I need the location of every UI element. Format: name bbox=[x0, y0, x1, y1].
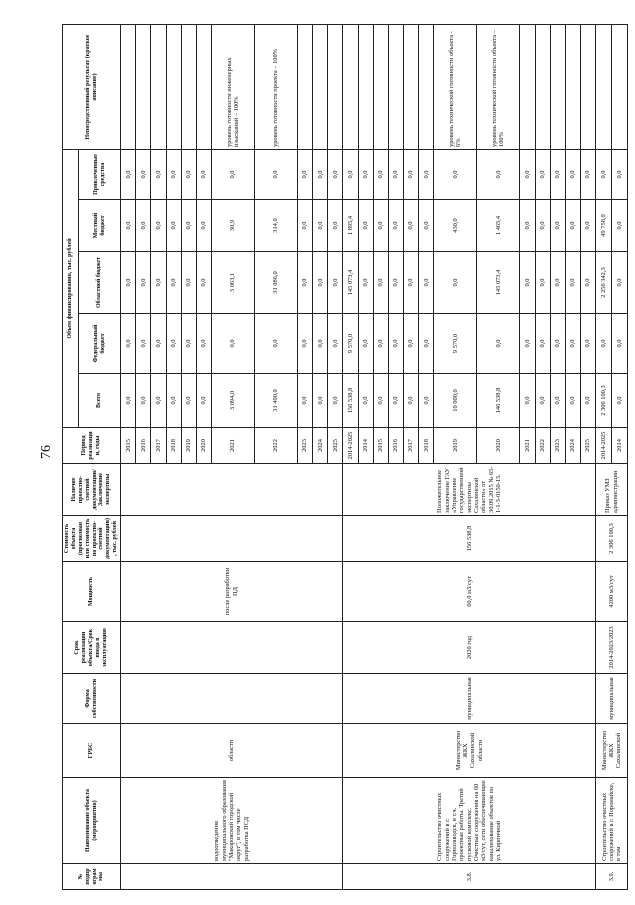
cell-regional: 145 073,4 bbox=[343, 252, 358, 314]
header-period: Период реализации, годы bbox=[63, 428, 121, 464]
cell-total: 0,0 bbox=[580, 374, 595, 428]
cell-result: уровень технической готовности объекта - 6% bbox=[434, 25, 477, 150]
cell-result bbox=[535, 25, 550, 150]
cell-year: 2014 bbox=[358, 428, 373, 464]
cell-regional: 0,0 bbox=[196, 252, 211, 314]
cell-attracted: 0,0 bbox=[151, 150, 166, 200]
cell-num: 3.8. bbox=[343, 864, 596, 890]
cell-attracted: 0,0 bbox=[343, 150, 358, 200]
page-number: 76 bbox=[39, 445, 54, 459]
cell-local: 0,0 bbox=[565, 200, 580, 252]
cell-year: 2022 bbox=[535, 428, 550, 464]
cell-num bbox=[121, 864, 343, 890]
cell-year: 2018 bbox=[166, 428, 181, 464]
cell-regional: 0,0 bbox=[550, 252, 565, 314]
cell-local: 0,0 bbox=[328, 200, 343, 252]
cell-year: 2014-2025 bbox=[596, 428, 612, 464]
header-grbs: ГРБС bbox=[63, 724, 121, 778]
cell-total: 0,0 bbox=[550, 374, 565, 428]
cell-result bbox=[151, 25, 166, 150]
cell-federal: 0,0 bbox=[596, 314, 612, 374]
cell-year: 2021 bbox=[212, 428, 255, 464]
cell-local: 0,0 bbox=[419, 200, 434, 252]
cell-capacity: 4200 м3/сут bbox=[596, 562, 628, 622]
cell-total: 31 400,0 bbox=[255, 374, 298, 428]
cell-num: 3.9. bbox=[596, 864, 628, 890]
cell-grbs: Министерство ЖКХ Сахалинской bbox=[596, 724, 628, 778]
cell-regional: 0,0 bbox=[181, 252, 196, 314]
cell-federal: 0,0 bbox=[313, 314, 328, 374]
cell-local: 0,0 bbox=[388, 200, 403, 252]
header-psd: Наличие проектно-сметной документации/Заключение экспертизы bbox=[63, 464, 121, 516]
cell-attracted: 0,0 bbox=[388, 150, 403, 200]
cell-federal: 0,0 bbox=[520, 314, 535, 374]
cell-local: 30,9 bbox=[212, 200, 255, 252]
cell-federal: 0,0 bbox=[373, 314, 388, 374]
header-federal: Федеральный бюджет bbox=[79, 314, 121, 374]
header-num: № подпр ограм мы bbox=[63, 864, 121, 890]
cell-capacity: после разработки ПД bbox=[121, 562, 343, 622]
header-local: Местный бюджет bbox=[79, 200, 121, 252]
cell-regional: 0,0 bbox=[580, 252, 595, 314]
cell-term: 2014-2023/2023 bbox=[596, 622, 628, 674]
cell-total: 3 094,0 bbox=[212, 374, 255, 428]
cell-attracted: 0,0 bbox=[434, 150, 477, 200]
cell-year: 2014 bbox=[611, 428, 627, 464]
cell-year: 2019 bbox=[181, 428, 196, 464]
cell-local: 0,0 bbox=[404, 200, 419, 252]
cell-year: 2019 bbox=[434, 428, 477, 464]
header-result: Непосредственный результат (краткое описание) bbox=[63, 25, 121, 150]
cell-attracted: 0,0 bbox=[477, 150, 520, 200]
cell-federal: 0,0 bbox=[196, 314, 211, 374]
header-regional: Областной бюджет bbox=[79, 252, 121, 314]
cell-total: 156 538,8 bbox=[343, 374, 358, 428]
cell-federal: 0,0 bbox=[298, 314, 313, 374]
cell-regional: 0,0 bbox=[520, 252, 535, 314]
financing-table bbox=[62, 24, 628, 890]
cell-result: уровень готовности проекта – 100% bbox=[255, 25, 298, 150]
cell-local: 1 895,4 bbox=[343, 200, 358, 252]
cell-total: 0,0 bbox=[373, 374, 388, 428]
cell-regional: 0,0 bbox=[611, 252, 627, 314]
cell-attracted: 0,0 bbox=[255, 150, 298, 200]
cell-result bbox=[343, 25, 358, 150]
cell-attracted: 0,0 bbox=[121, 150, 136, 200]
cell-federal: 0,0 bbox=[550, 314, 565, 374]
cell-year: 2015 bbox=[373, 428, 388, 464]
cell-result bbox=[580, 25, 595, 150]
cell-attracted: 0,0 bbox=[520, 150, 535, 200]
cell-local: 0,0 bbox=[121, 200, 136, 252]
cell-local: 430,0 bbox=[434, 200, 477, 252]
cell-term: 2020 год bbox=[343, 622, 596, 674]
cell-grbs: области bbox=[121, 724, 343, 778]
cell-result bbox=[181, 25, 196, 150]
cell-federal: 0,0 bbox=[611, 314, 627, 374]
cell-regional: 2 256 342,3 bbox=[596, 252, 612, 314]
cell-federal: 0,0 bbox=[136, 314, 151, 374]
cell-attracted: 0,0 bbox=[596, 150, 612, 200]
cell-attracted: 0,0 bbox=[580, 150, 595, 200]
cell-year: 2017 bbox=[404, 428, 419, 464]
cell-total: 0,0 bbox=[388, 374, 403, 428]
cell-attracted: 0,0 bbox=[404, 150, 419, 200]
cell-grbs: Министерство ЖКХ Сахалинской области bbox=[343, 724, 596, 778]
cell-year: 2022 bbox=[255, 428, 298, 464]
rotated-table-wrapper bbox=[62, 25, 628, 890]
cell-ownership: муниципальная bbox=[596, 674, 628, 724]
header-term: Срок реализации объекта/Срок ввода в эксплуатацию bbox=[63, 622, 121, 674]
cell-result bbox=[358, 25, 373, 150]
table-body bbox=[121, 25, 628, 890]
cell-name: Строительство очистных сооружений в г. Поронайске, в том bbox=[596, 778, 628, 864]
header-volume: Объем финансирования, тыс. рублей bbox=[63, 150, 79, 428]
cell-attracted: 0,0 bbox=[358, 150, 373, 200]
cell-regional: 0,0 bbox=[151, 252, 166, 314]
cell-regional: 0,0 bbox=[121, 252, 136, 314]
cell-local: 0,0 bbox=[520, 200, 535, 252]
cell-result bbox=[520, 25, 535, 150]
cell-total: 0,0 bbox=[298, 374, 313, 428]
cell-year: 2023 bbox=[550, 428, 565, 464]
cell-attracted: 0,0 bbox=[166, 150, 181, 200]
cell-cost: 156 538,8 bbox=[343, 516, 596, 562]
cell-federal: 0,0 bbox=[121, 314, 136, 374]
cell-total: 10 000,0 bbox=[434, 374, 477, 428]
cell-total: 0,0 bbox=[565, 374, 580, 428]
cell-attracted: 0,0 bbox=[136, 150, 151, 200]
cell-psd: Положительное заключение ГАУ «Управление государственной экспертизы Сахалинской области» от 30.09.2015 № 65-1-1-3-0150-15. bbox=[343, 464, 596, 516]
cell-year: 2020 bbox=[196, 428, 211, 464]
cell-local: 0,0 bbox=[151, 200, 166, 252]
cell-regional: 0,0 bbox=[328, 252, 343, 314]
cell-regional: 0,0 bbox=[136, 252, 151, 314]
cell-attracted: 0,0 bbox=[298, 150, 313, 200]
cell-regional: 0,0 bbox=[373, 252, 388, 314]
cell-attracted: 0,0 bbox=[328, 150, 343, 200]
cell-total: 0,0 bbox=[535, 374, 550, 428]
cell-local: 0,0 bbox=[373, 200, 388, 252]
cell-total: 0,0 bbox=[166, 374, 181, 428]
cell-regional: 0,0 bbox=[535, 252, 550, 314]
cell-regional: 0,0 bbox=[404, 252, 419, 314]
cell-attracted: 0,0 bbox=[181, 150, 196, 200]
cell-regional: 31 086,0 bbox=[255, 252, 298, 314]
cell-year: 2020 bbox=[477, 428, 520, 464]
cell-result bbox=[404, 25, 419, 150]
cell-regional: 0,0 bbox=[388, 252, 403, 314]
cell-local: 0,0 bbox=[298, 200, 313, 252]
cell-regional: 0,0 bbox=[358, 252, 373, 314]
table-row bbox=[596, 25, 612, 890]
cell-local: 0,0 bbox=[550, 200, 565, 252]
cell-regional: 145 073,4 bbox=[477, 252, 520, 314]
cell-cost bbox=[121, 516, 343, 562]
cell-year: 2016 bbox=[136, 428, 151, 464]
cell-federal: 0,0 bbox=[255, 314, 298, 374]
cell-attracted: 0,0 bbox=[373, 150, 388, 200]
cell-total: 2 306 100,3 bbox=[596, 374, 612, 428]
cell-result bbox=[373, 25, 388, 150]
cell-local: 0,0 bbox=[313, 200, 328, 252]
cell-total: 0,0 bbox=[121, 374, 136, 428]
cell-psd: Приказ УМЗ администрации bbox=[596, 464, 628, 516]
cell-total: 0,0 bbox=[181, 374, 196, 428]
cell-total: 146 538,8 bbox=[477, 374, 520, 428]
cell-federal: 0,0 bbox=[565, 314, 580, 374]
cell-regional: 0,0 bbox=[565, 252, 580, 314]
cell-federal: 9 570,0 bbox=[434, 314, 477, 374]
cell-attracted: 0,0 bbox=[565, 150, 580, 200]
cell-year: 2014-2025 bbox=[343, 428, 358, 464]
cell-regional: 3 063,1 bbox=[212, 252, 255, 314]
cell-name: водоотведения муниципального образования "Макаровский городской округ", в том числе разработка ПСД bbox=[121, 778, 343, 864]
header-capacity: Мощность bbox=[63, 562, 121, 622]
cell-result bbox=[313, 25, 328, 150]
table-row bbox=[343, 25, 358, 890]
header-attracted: Привлеченные средства bbox=[79, 150, 121, 200]
cell-result bbox=[611, 25, 627, 150]
cell-federal: 0,0 bbox=[388, 314, 403, 374]
cell-total: 0,0 bbox=[328, 374, 343, 428]
cell-year: 2018 bbox=[419, 428, 434, 464]
cell-result bbox=[565, 25, 580, 150]
cell-year: 2025 bbox=[328, 428, 343, 464]
cell-term bbox=[121, 622, 343, 674]
cell-total: 0,0 bbox=[419, 374, 434, 428]
cell-regional: 0,0 bbox=[313, 252, 328, 314]
cell-year: 2017 bbox=[151, 428, 166, 464]
cell-year: 2024 bbox=[313, 428, 328, 464]
cell-total: 0,0 bbox=[196, 374, 211, 428]
cell-local: 0,0 bbox=[611, 200, 627, 252]
header-name: Наименование объекта (мероприятия) bbox=[63, 778, 121, 864]
cell-name: Строительство очистных сооружений в г. Горнозаводск, в т.ч. проектные работы. Третий пусковой комплекс. Очистные сооружения на 60 м3/сут, сети обеспечивающие канализование объектов по ул. Кирпичной bbox=[343, 778, 596, 864]
cell-attracted: 0,0 bbox=[212, 150, 255, 200]
cell-year: 2023 bbox=[298, 428, 313, 464]
cell-capacity: 60,0 м3/сут bbox=[343, 562, 596, 622]
cell-local: 0,0 bbox=[580, 200, 595, 252]
cell-result bbox=[596, 25, 612, 150]
cell-year: 2016 bbox=[388, 428, 403, 464]
cell-federal: 0,0 bbox=[419, 314, 434, 374]
cell-federal: 0,0 bbox=[166, 314, 181, 374]
cell-result: уровень готовности инженерных изысканий – 100% bbox=[212, 25, 255, 150]
cell-result bbox=[328, 25, 343, 150]
cell-psd bbox=[121, 464, 343, 516]
cell-result: уровень технической готовности объекта – 100% bbox=[477, 25, 520, 150]
cell-total: 0,0 bbox=[520, 374, 535, 428]
cell-total: 0,0 bbox=[313, 374, 328, 428]
cell-federal: 0,0 bbox=[535, 314, 550, 374]
cell-attracted: 0,0 bbox=[550, 150, 565, 200]
cell-regional: 0,0 bbox=[419, 252, 434, 314]
cell-total: 0,0 bbox=[404, 374, 419, 428]
cell-attracted: 0,0 bbox=[611, 150, 627, 200]
cell-year: 2024 bbox=[565, 428, 580, 464]
cell-result bbox=[196, 25, 211, 150]
cell-regional: 0,0 bbox=[434, 252, 477, 314]
cell-result bbox=[550, 25, 565, 150]
header-total: Всего bbox=[79, 374, 121, 428]
cell-year: 2021 bbox=[520, 428, 535, 464]
cell-local: 0,0 bbox=[136, 200, 151, 252]
cell-result bbox=[419, 25, 434, 150]
cell-local: 49 758,0 bbox=[596, 200, 612, 252]
cell-local: 0,0 bbox=[358, 200, 373, 252]
cell-total: 0,0 bbox=[611, 374, 627, 428]
cell-federal: 0,0 bbox=[477, 314, 520, 374]
cell-federal: 0,0 bbox=[404, 314, 419, 374]
cell-result bbox=[388, 25, 403, 150]
cell-result bbox=[166, 25, 181, 150]
cell-local: 0,0 bbox=[181, 200, 196, 252]
header-ownership: Форма собственности bbox=[63, 674, 121, 724]
cell-local: 314,0 bbox=[255, 200, 298, 252]
cell-local: 0,0 bbox=[196, 200, 211, 252]
table-row bbox=[121, 25, 136, 890]
cell-result bbox=[121, 25, 136, 150]
cell-total: 0,0 bbox=[358, 374, 373, 428]
cell-local: 0,0 bbox=[166, 200, 181, 252]
cell-federal: 0,0 bbox=[358, 314, 373, 374]
cell-local: 1 465,4 bbox=[477, 200, 520, 252]
header-cost: Стоимость объекта (прогнозная или стоимость по проектно-сметной документации), тыс. рублей bbox=[63, 516, 121, 562]
cell-federal: 0,0 bbox=[181, 314, 196, 374]
cell-federal: 0,0 bbox=[212, 314, 255, 374]
cell-result bbox=[298, 25, 313, 150]
cell-regional: 0,0 bbox=[166, 252, 181, 314]
cell-federal: 0,0 bbox=[151, 314, 166, 374]
cell-year: 2015 bbox=[121, 428, 136, 464]
cell-attracted: 0,0 bbox=[196, 150, 211, 200]
cell-federal: 0,0 bbox=[580, 314, 595, 374]
cell-federal: 9 570,0 bbox=[343, 314, 358, 374]
cell-regional: 0,0 bbox=[298, 252, 313, 314]
cell-result bbox=[136, 25, 151, 150]
cell-ownership: муниципальная bbox=[343, 674, 596, 724]
cell-ownership bbox=[121, 674, 343, 724]
cell-federal: 0,0 bbox=[328, 314, 343, 374]
cell-total: 0,0 bbox=[136, 374, 151, 428]
cell-cost: 2 306 100,3 bbox=[596, 516, 628, 562]
cell-attracted: 0,0 bbox=[535, 150, 550, 200]
cell-local: 0,0 bbox=[535, 200, 550, 252]
cell-attracted: 0,0 bbox=[313, 150, 328, 200]
cell-total: 0,0 bbox=[151, 374, 166, 428]
cell-year: 2025 bbox=[580, 428, 595, 464]
cell-attracted: 0,0 bbox=[419, 150, 434, 200]
